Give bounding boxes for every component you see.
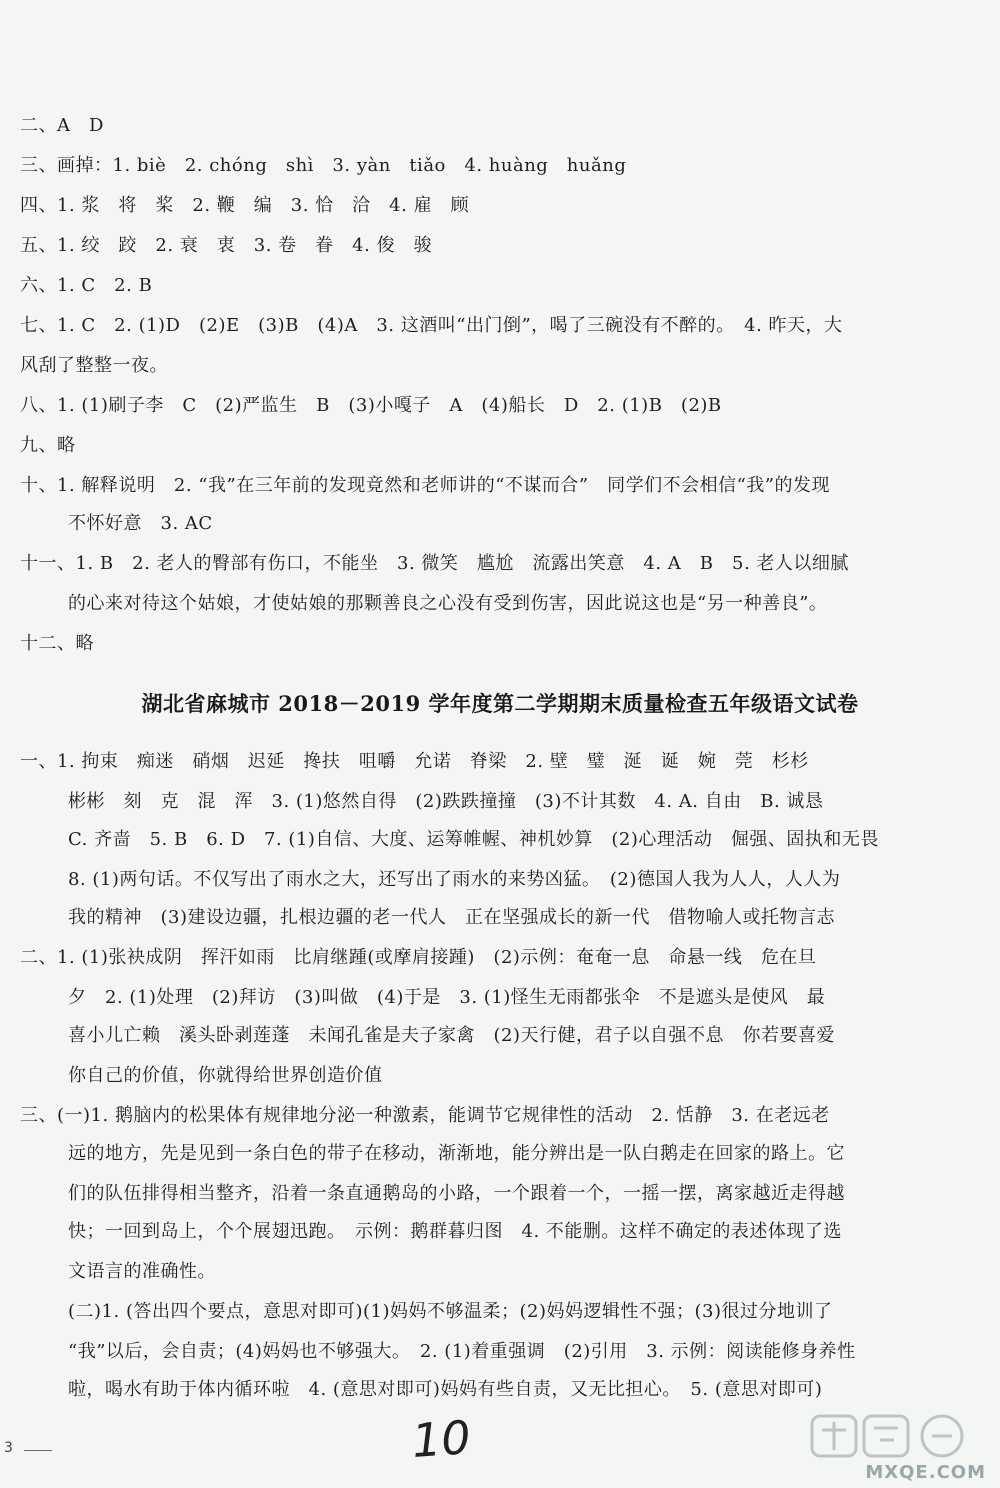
answer-line: 九、略 (20, 435, 76, 456)
answer-line: 二、1. (1)张袂成阴 挥汗如雨 比肩继踵(或摩肩接踵) (2)示例：奄奄一息 命悬一线 危在旦 (20, 947, 817, 968)
answer-line: 一、1. 拘束 痴迷 硝烟 迟延 搀扶 咀嚼 允诺 脊梁 2. 壁 璧 涎 诞 婉 莞 杉杉 (20, 751, 809, 772)
answer-line: 七、1. C 2. (1)D (2)E (3)B (4)A 3. 这酒叫“出门倒”，喝了三碗没有不醉的。 4. 昨天，大 (20, 315, 843, 336)
answer-line: 三、画掉：1. biè 2. chóng shì 3. yàn tiǎo 4. huàng huǎng (20, 155, 627, 176)
answer-line: 十、1. 解释说明 2. “我”在三年前的发现竟然和老师讲的“不谋而合” 同学们不会相信“我”的发现 (20, 475, 830, 496)
answer-line: 八、1. (1)刷子李 C (2)严监生 B (3)小嘎子 A (4)船长 D 2. (1)B (2)B (20, 395, 722, 416)
answer-line: C. 齐啬 5. B 6. D 7. (1)自信、大度、运筹帷幄、神机妙算 (2)心理活动 倔强、固执和无畏 (68, 829, 879, 850)
answer-line: 快；一回到岛上，个个展翅迅跑。 示例：鹅群暮归图 4. 不能删。这样不确定的表述体现了选 (68, 1221, 842, 1242)
answer-line: (二)1. (答出四个要点，意思对即可)(1)妈妈不够温柔；(2)妈妈逻辑性不强；(3)很过分地训了 (68, 1301, 833, 1322)
exam-title: 湖北省麻城市 2018－2019 学年度第二学期期末质量检查五年级语文试卷 (141, 691, 859, 716)
answer-line: 十一、1. B 2. 老人的臀部有伤口，不能坐 3. 微笑 尴尬 流露出笑意 4. A B 5. 老人以细腻 (20, 553, 849, 574)
page-number-rule (24, 1450, 52, 1451)
answer-line: 夕 2. (1)处理 (2)拜访 (3)叫做 (4)于是 3. (1)怪生无雨都张伞 不是遮头是使风 最 (68, 987, 826, 1008)
answer-line: 风刮了整整一夜。 (20, 355, 168, 376)
handwritten-mark: 10 (410, 1410, 473, 1468)
page-number: 3 (4, 1440, 13, 1456)
answer-line: 们的队伍排得相当整齐，沿着一条直通鹅岛的小路，一个跟着一个，一摇一摆，离家越近走得越 (68, 1183, 845, 1204)
answer-line: 喜小儿亡赖 溪头卧剥莲蓬 未闻孔雀是夫子家禽 (2)天行健，君子以自强不息 你若要喜爱 (68, 1025, 835, 1046)
answer-line: 文语言的准确性。 (68, 1261, 216, 1282)
watermark-text: MXQE.COM (865, 1462, 986, 1483)
answer-line: 啦，喝水有助于体内循环啦 4. (意思对即可)妈妈有些自责，又无比担心。 5. (意思对即可) (68, 1379, 823, 1400)
answer-line: 五、1. 绞 跤 2. 衰 衷 3. 卷 眷 4. 俊 骏 (20, 235, 433, 256)
answer-line: 二、A D (20, 115, 104, 136)
answer-line: 不怀好意 3. AC (68, 513, 213, 534)
answer-line: 的心来对待这个姑娘，才使姑娘的那颗善良之心没有受到伤害，因此说这也是“另一种善良”。 (68, 593, 828, 614)
answer-line: 三、(一)1. 鹅脑内的松果体有规律地分泌一种激素，能调节它规律性的活动 2. 恬静 3. 在老远老 (20, 1105, 830, 1126)
answer-line: 你自己的价值，你就得给世界创造价值 (68, 1065, 383, 1086)
answer-line: 十二、略 (20, 633, 94, 654)
answer-line: 远的地方，先是见到一条白色的带子在移动，渐渐地，能分辨出是一队白鹅走在回家的路上。它 (68, 1143, 845, 1164)
answer-line: 四、1. 浆 将 桨 2. 鞭 编 3. 恰 洽 4. 雇 顾 (20, 195, 470, 216)
answer-line: 8. (1)两句话。不仅写出了雨水之大，还写出了雨水的来势凶猛。 (2)德国人我为人人，人人为 (68, 869, 841, 890)
answer-line: “我”以后，会自责；(4)妈妈也不够强大。 2. (1)着重强调 (2)引用 3. 示例：阅读能修身养性 (68, 1341, 856, 1362)
answer-line: 六、1. C 2. B (20, 275, 153, 296)
answer-line: 我的精神 (3)建设边疆，扎根边疆的老一代人 正在坚强成长的新一代 借物喻人或托物言志 (68, 907, 835, 928)
answer-line: 彬彬 刻 克 混 浑 3. (1)悠然自得 (2)跌跌撞撞 (3)不计其数 4. A. 自由 B. 诚恳 (68, 791, 824, 812)
